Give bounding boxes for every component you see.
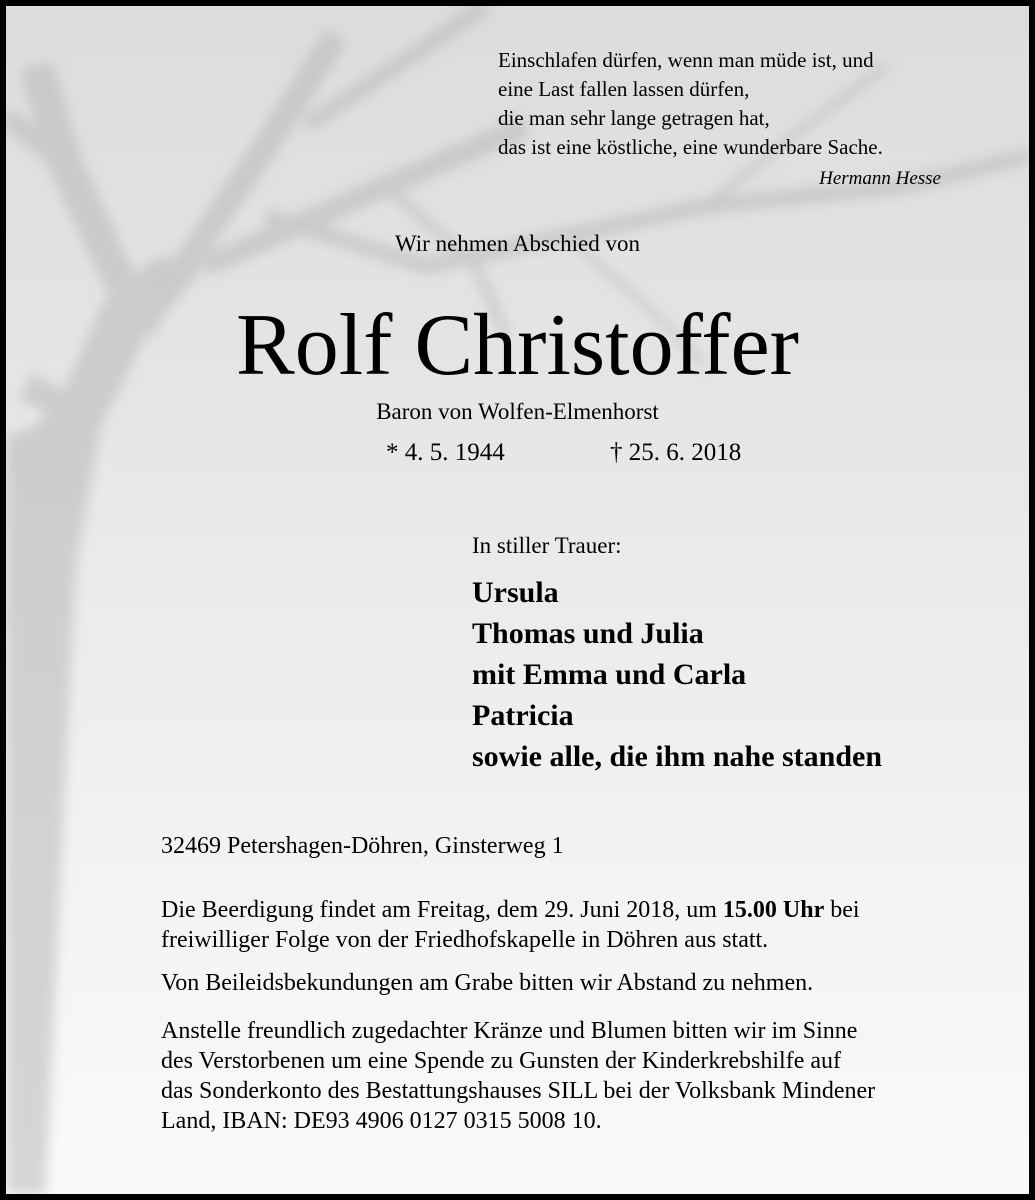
donation-paragraph bbox=[161, 1016, 875, 1136]
death-date: † 25. 6. 2018 bbox=[610, 439, 742, 466]
mourner-name: Thomas und Julia bbox=[472, 617, 704, 650]
funeral-text-before: Die Beerdigung findet am Freitag, dem 29. Juni 2018, um bbox=[161, 897, 723, 923]
motto-line: das ist eine köstliche, eine wunderbare Sache. bbox=[498, 135, 883, 159]
donation-line: das Sonderkonto des Bestattungshauses SILL bei der Volksbank Mindener bbox=[161, 1078, 876, 1104]
condolence-note: Von Beileidsbekundungen am Grabe bitten wir Abstand zu nehmen. bbox=[161, 970, 814, 996]
deceased-name: Rolf Christoffer bbox=[236, 297, 799, 394]
motto-quote bbox=[498, 46, 883, 162]
address: 32469 Petershagen-Döhren, Ginsterweg 1 bbox=[161, 833, 564, 859]
mourner-name: Ursula bbox=[472, 576, 559, 609]
donation-line: Land, IBAN: DE93 4906 0127 0315 5008 10. bbox=[161, 1108, 602, 1134]
mourner-name: Patricia bbox=[472, 699, 574, 732]
motto-line: die man sehr lange getragen hat, bbox=[498, 106, 770, 130]
funeral-text-after: bei bbox=[824, 897, 860, 923]
funeral-paragraph bbox=[161, 895, 860, 955]
mourner-name: mit Emma und Carla bbox=[472, 658, 747, 691]
funeral-line-2: freiwilliger Folge von der Friedhofskapelle in Döhren aus statt. bbox=[161, 927, 769, 953]
mourners-list bbox=[472, 572, 882, 777]
mourner-name: sowie alle, die ihm nahe standen bbox=[472, 740, 883, 773]
intro-line: Wir nehmen Abschied von bbox=[395, 231, 640, 256]
donation-line: Anstelle freundlich zugedachter Kränze und Blumen bitten wir im Sinne bbox=[161, 1018, 858, 1044]
motto-line: eine Last fallen lassen dürfen, bbox=[498, 77, 750, 101]
mourning-heading: In stiller Trauer: bbox=[472, 533, 622, 558]
deceased-title: Baron von Wolfen-Elmenhorst bbox=[376, 399, 659, 424]
funeral-time: 15.00 Uhr bbox=[722, 897, 825, 923]
motto-author: Hermann Hesse bbox=[819, 168, 941, 189]
birth-date: * 4. 5. 1944 bbox=[386, 439, 505, 466]
funeral-line-1 bbox=[161, 895, 860, 925]
donation-line: des Verstorbenen um eine Spende zu Gunsten der Kinderkrebshilfe auf bbox=[161, 1048, 842, 1074]
motto-line: Einschlafen dürfen, wenn man müde ist, und bbox=[498, 48, 874, 72]
